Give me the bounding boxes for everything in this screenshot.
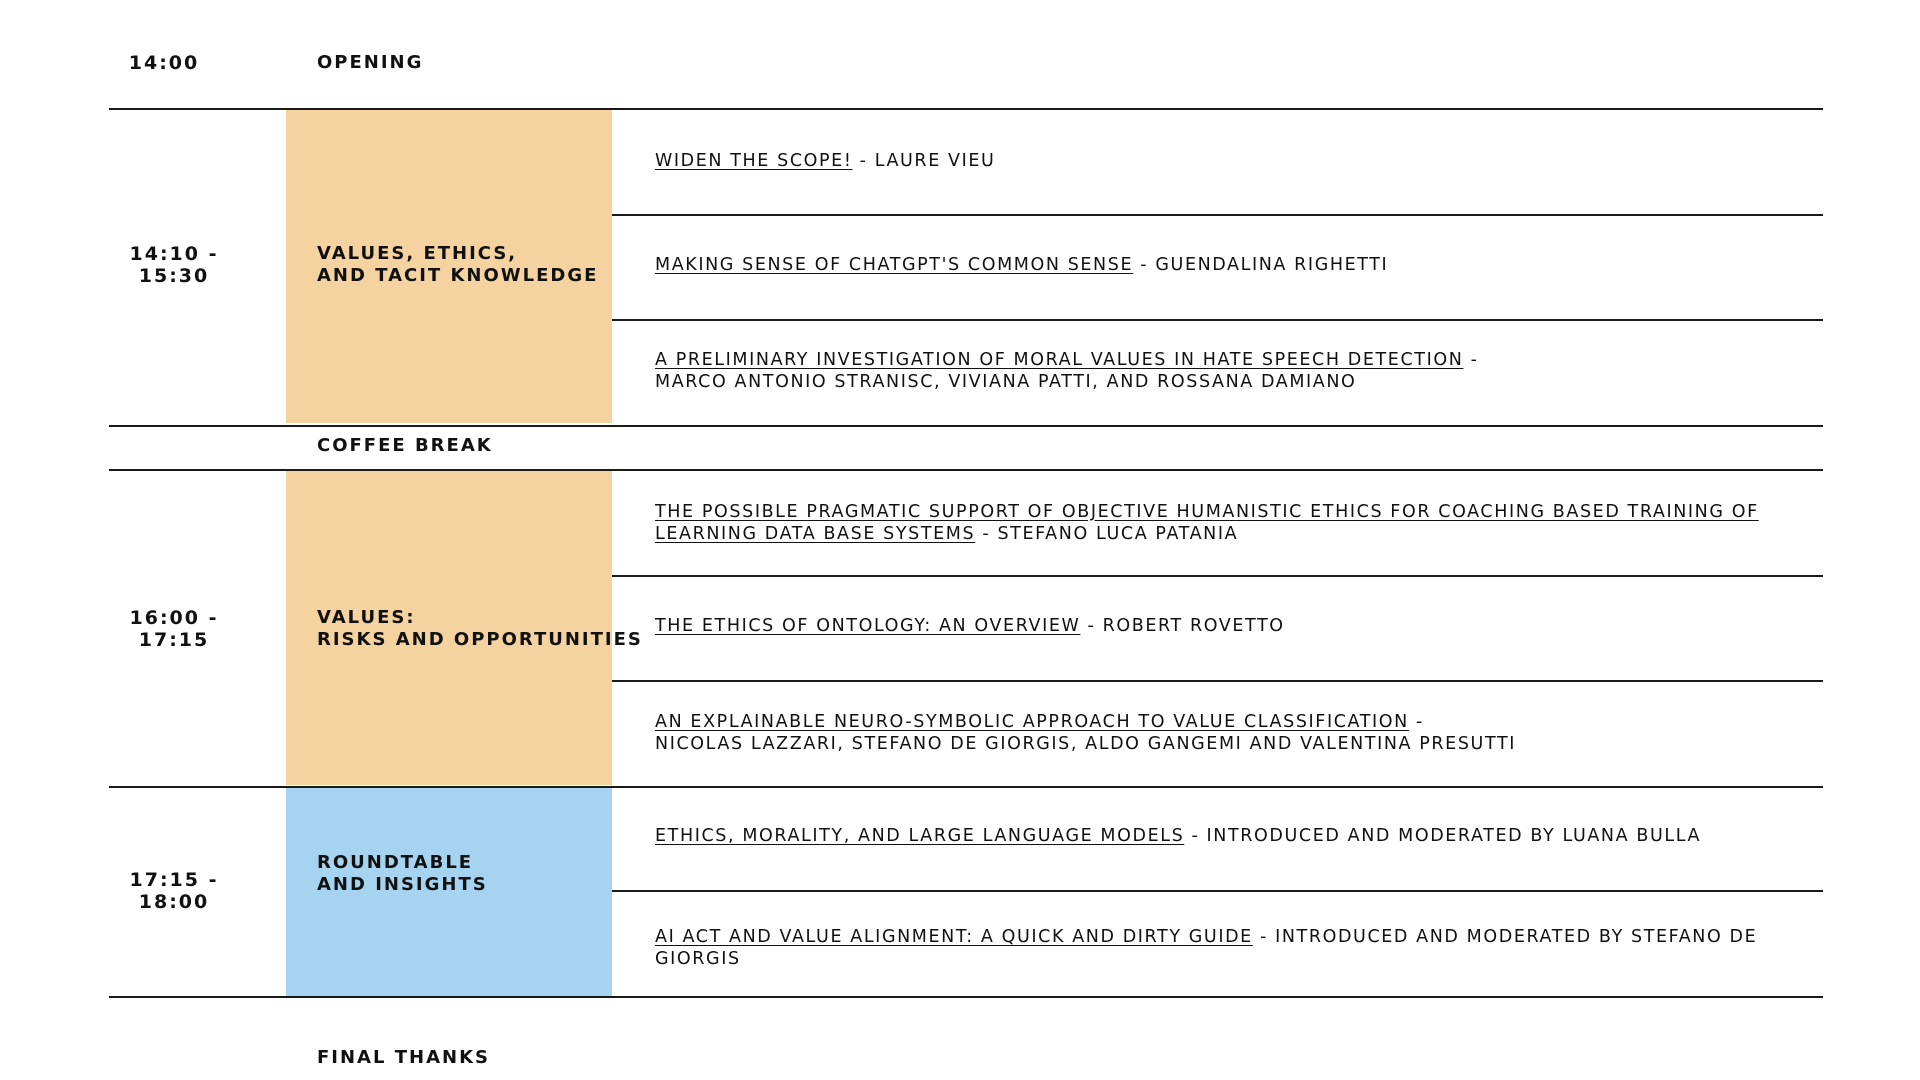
- talk-s1-2: [655, 254, 1835, 276]
- talk-separator: -: [1133, 255, 1156, 275]
- talk-s2-2: [655, 615, 1835, 637]
- session2-time: 16:00 - 17:15: [129, 607, 219, 651]
- opening-label: OPENING: [317, 52, 424, 73]
- session3-title: ROUNDTABLE AND INSIGHTS: [317, 852, 488, 895]
- talk-separator: -: [1408, 712, 1424, 732]
- rule-s2-1: [612, 575, 1823, 577]
- talk-authors: NICOLAS LAZZARI, STEFANO DE GIORGIS, ALDO GANGEMI AND VALENTINA PRESUTTI: [655, 734, 1516, 754]
- talk-title-link[interactable]: A PRELIMINARY INVESTIGATION OF MORAL VALUES IN HATE SPEECH DETECTION: [655, 350, 1464, 370]
- talk-authors: INTRODUCED AND MODERATED BY LUANA BULLA: [1206, 826, 1702, 846]
- talk-authors: GUENDALINA RIGHETTI: [1155, 255, 1389, 275]
- talk-separator: -: [1252, 927, 1276, 947]
- session1-time: 14:10 - 15:30: [129, 243, 219, 287]
- rule-bottom-session3: [109, 996, 1823, 998]
- talk-s1-1: [655, 150, 1835, 172]
- talk-authors: LAURE VIEU: [874, 151, 996, 171]
- rule-s1-1: [612, 214, 1823, 216]
- talk-title-link[interactable]: THE ETHICS OF ONTOLOGY: AN OVERVIEW: [655, 616, 1081, 636]
- talk-separator: -: [1080, 616, 1103, 636]
- rule-s1-2: [612, 319, 1823, 321]
- talk-separator: -: [1184, 826, 1207, 846]
- talk-authors: STEFANO LUCA PATANIA: [997, 524, 1239, 544]
- rule-top-coffee: [109, 425, 1823, 427]
- talk-s3-2: [655, 926, 1835, 970]
- opening-time: 14:00: [128, 52, 200, 74]
- talk-title-link[interactable]: THE POSSIBLE PRAGMATIC SUPPORT OF OBJECTIVE HUMANISTIC ETHICS FOR COACHING BASED TRAINING OF LEARNING DATA BASE SYSTEMS: [655, 502, 1759, 544]
- talk-s3-1: [655, 825, 1835, 847]
- rule-s2-2: [612, 680, 1823, 682]
- talk-separator: -: [975, 524, 998, 544]
- talk-separator: -: [1463, 350, 1479, 370]
- talk-title-link[interactable]: AN EXPLAINABLE NEURO-SYMBOLIC APPROACH TO VALUE CLASSIFICATION: [655, 712, 1409, 732]
- talk-title-link[interactable]: AI ACT AND VALUE ALIGNMENT: A QUICK AND DIRTY GUIDE: [655, 927, 1253, 947]
- talk-authors: MARCO ANTONIO STRANISC, VIVIANA PATTI, AND ROSSANA DAMIANO: [655, 372, 1357, 392]
- talk-s1-3: [655, 349, 1835, 393]
- coffee-break-label: COFFEE BREAK: [317, 435, 493, 456]
- talk-title-link[interactable]: WIDEN THE SCOPE!: [655, 151, 853, 171]
- session1-title: VALUES, ETHICS, AND TACIT KNOWLEDGE: [317, 243, 599, 286]
- talk-title-link[interactable]: ETHICS, MORALITY, AND LARGE LANGUAGE MODELS: [655, 826, 1185, 846]
- talk-separator: -: [852, 151, 875, 171]
- session3-time: 17:15 - 18:00: [129, 869, 219, 913]
- talk-authors: ROBERT ROVETTO: [1102, 616, 1285, 636]
- session2-title: VALUES: RISKS AND OPPORTUNITIES: [317, 607, 643, 650]
- closing-label: FINAL THANKS: [317, 1047, 490, 1068]
- talk-title-link[interactable]: MAKING SENSE OF CHATGPT'S COMMON SENSE: [655, 255, 1134, 275]
- rule-s3-1: [612, 890, 1823, 892]
- talk-authors: INTRODUCED AND MODERATED BY STEFANO DE GIORGIS: [655, 927, 1758, 969]
- talk-s2-3: [655, 711, 1835, 755]
- talk-s2-1: [655, 501, 1835, 545]
